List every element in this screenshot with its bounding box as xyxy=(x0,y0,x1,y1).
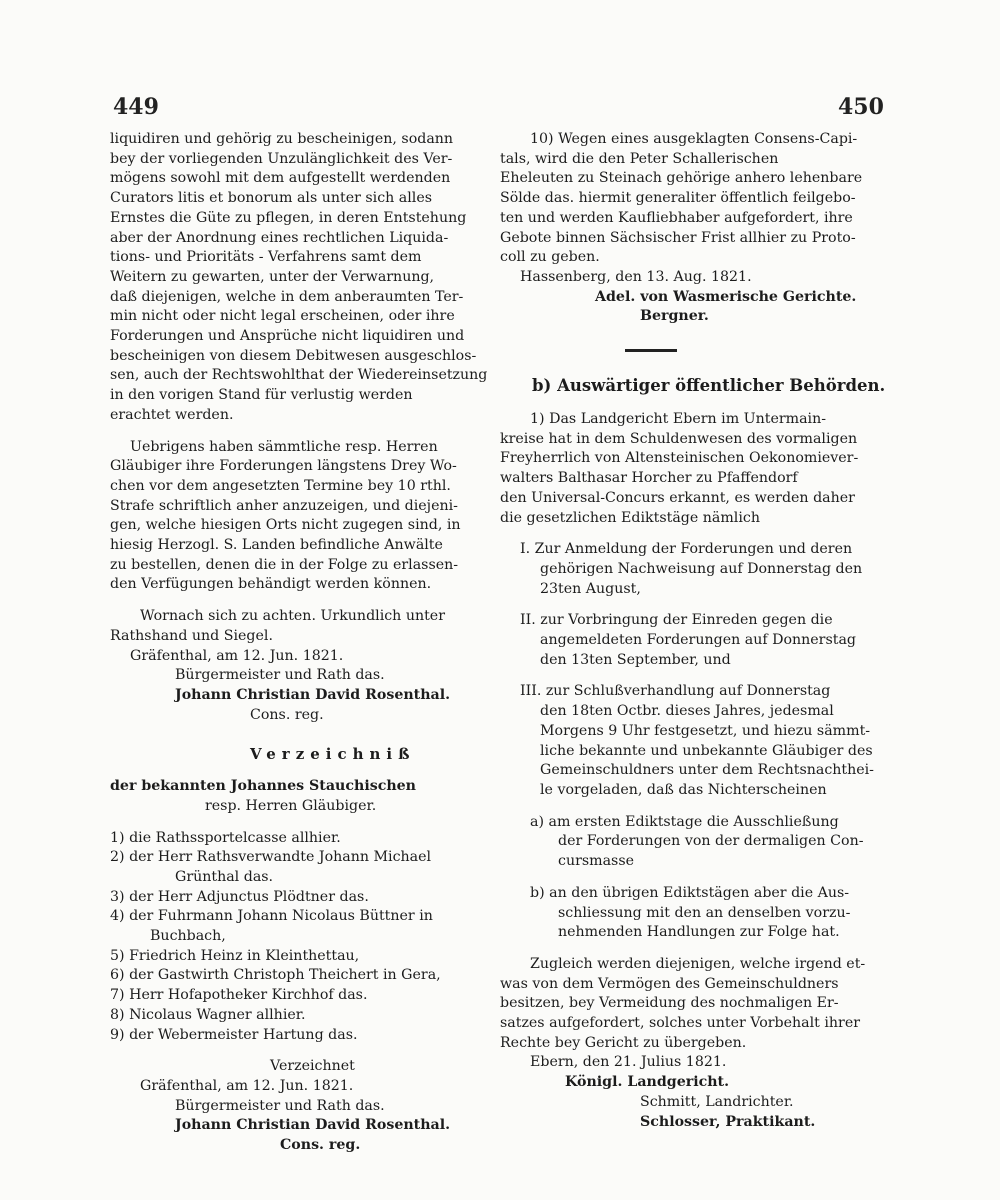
list-item: 3) der Herr Adjunctus Plödtner das. xyxy=(110,888,369,905)
text-line: daß diejenigen, welche in dem anberaumten Ter- xyxy=(110,288,464,305)
text-line: besitzen, bey Vermeidung des nochmaligen Er- xyxy=(500,995,839,1012)
signer-name: Bergner. xyxy=(640,308,709,325)
text-line: Rechte bey Gericht zu übergeben. xyxy=(500,1034,747,1051)
text-line: mögens sowohl mit dem aufgestellt werdenden xyxy=(110,170,451,187)
court-name: Adel. von Wasmerische Gerichte. xyxy=(595,288,857,305)
text-line: Uebrigens haben sämmtliche resp. Herren xyxy=(130,438,438,455)
text-line: tions- und Prioritäts - Verfahrens samt dem xyxy=(110,249,422,266)
edict-step-3 xyxy=(500,682,874,800)
creditor-list xyxy=(110,829,490,1046)
list-item: 6) der Gastwirth Christoph Theichert in Gera, xyxy=(110,967,441,984)
place-date: Gräfenthal, am 12. Jun. 1821. xyxy=(140,1077,354,1094)
text-line: Gebote binnen Sächsischer Frist allhier zu Proto- xyxy=(500,229,856,246)
list-item: 5) Friedrich Heinz in Kleinthettau, xyxy=(110,947,360,964)
text-line: I. Zur Anmeldung der Forderungen und deren xyxy=(520,541,853,558)
rathshand-line: Rathshand und Siegel. xyxy=(110,627,273,644)
list-item: 7) Herr Hofapotheker Kirchhof das. xyxy=(110,987,368,1004)
list-item: Buchbach, xyxy=(150,928,226,945)
text-line: Sölde das. hiermit generaliter öffentlich feilgebo- xyxy=(500,190,856,207)
text-line: in den vorigen Stand für verlustig werden xyxy=(110,387,413,404)
text-line: bescheinigen von diesem Debitwesen ausgeschlos- xyxy=(110,347,477,364)
text-line: angemeldeten Forderungen auf Donnerstag xyxy=(540,632,856,649)
text-line: 1) Das Landgericht Ebern im Untermain- xyxy=(530,411,827,428)
text-line: Freyherrlich von Altensteinischen Oekonomiever- xyxy=(500,450,859,467)
text-line: Gemeinschuldners unter dem Rechtsnachthei- xyxy=(540,762,874,779)
text-line: aber der Anordnung eines rechtlichen Liquida- xyxy=(110,229,449,246)
text-line: bey der vorliegenden Unzulänglichkeit des Ver- xyxy=(110,150,453,167)
text-line: III. zur Schlußverhandlung auf Donnerstag xyxy=(520,683,831,700)
text-line: Eheleuten zu Steinach gehörige anhero lehenbare xyxy=(500,170,863,187)
place-date: Gräfenthal, am 12. Jun. 1821. xyxy=(130,647,344,664)
text-line: den Verfügungen behändigt werden können. xyxy=(110,576,432,593)
left-column xyxy=(110,130,490,1156)
practitioner-name: Schlosser, Praktikant. xyxy=(640,1113,816,1130)
text-line: der Forderungen von der dermaligen Con- xyxy=(558,833,864,850)
text-line: Forderungen und Ansprüche nicht liquidiren und xyxy=(110,328,465,345)
text-line: liquidiren und gehörig zu bescheinigen, sodann xyxy=(110,131,454,147)
text-line: coll zu geben. xyxy=(500,249,600,266)
text-line: Zugleich werden diejenigen, welche irgend et- xyxy=(530,955,866,972)
sub-item-a xyxy=(500,813,870,872)
list-item: 4) der Fuhrmann Johann Nicolaus Büttner in xyxy=(110,908,433,925)
edict-step-1 xyxy=(500,540,870,599)
verzeichnet-line: Verzeichnet xyxy=(270,1058,355,1075)
text-line: 10) Wegen eines ausgeklagten Consens-Capi- xyxy=(530,131,858,147)
text-line: Weitern zu gewarten, unter der Verwarnung, xyxy=(110,268,435,285)
text-line: II. zur Vorbringung der Einreden gegen die xyxy=(520,612,833,629)
text-line: Strafe schriftlich anher anzuzeigen, und diejeni- xyxy=(110,497,458,514)
right-column xyxy=(500,130,886,1132)
text-line: hiesig Herzogl. S. Landen befindliche Anwälte xyxy=(110,537,443,554)
court-name: Königl. Landgericht. xyxy=(565,1074,730,1091)
text-line: a) am ersten Ediktstage die Ausschließung xyxy=(530,813,839,830)
text-line: satzes aufgefordert, solches unter Vorbehalt ihrer xyxy=(500,1015,860,1032)
page-number-left: 449 xyxy=(113,94,159,120)
text-line: cursmasse xyxy=(558,853,635,870)
place-date: Ebern, den 21. Julius 1821. xyxy=(530,1054,727,1071)
list-item: 9) der Webermeister Hartung das. xyxy=(110,1026,358,1043)
text-line: schliessung mit den an denselben vorzu- xyxy=(558,904,851,921)
text-line: tals, wird die den Peter Schallerischen xyxy=(500,150,779,167)
text-line: den Universal-Concurs erkannt, es werden daher xyxy=(500,489,855,506)
zugleich-paragraph xyxy=(500,955,870,1054)
list-item: 1) die Rathssportelcasse allhier. xyxy=(110,829,341,846)
wornach-line: Wornach sich zu achten. Urkundlich unter xyxy=(140,608,445,625)
text-line: 23ten August, xyxy=(540,580,641,597)
intro-paragraph xyxy=(110,130,490,426)
page-number-right: 450 xyxy=(838,94,884,120)
section-heading: b) Auswärtiger öffentlicher Behörden. xyxy=(532,376,886,396)
text-line: min nicht oder nicht legal erscheinen, oder ihre xyxy=(110,308,455,325)
text-line: liche bekannte und unbekannte Gläubiger des xyxy=(540,742,873,759)
edict-step-2 xyxy=(500,611,870,670)
text-line: Curators litis et bonorum als unter sich alles xyxy=(110,190,433,207)
list-item: Grünthal das. xyxy=(175,868,274,885)
text-line: zu bestellen, denen die in der Folge zu erlassen- xyxy=(110,556,459,573)
text-line: Ernstes die Güte zu pflegen, in deren Entstehung xyxy=(110,209,467,226)
text-line: ten und werden Kaufliebhaber aufgefordert, ihre xyxy=(500,209,853,226)
place-date: Hassenberg, den 13. Aug. 1821. xyxy=(520,268,752,285)
authority: Bürgermeister und Rath das. xyxy=(175,667,385,684)
text-line: walters Balthasar Horcher zu Pfaffendorf xyxy=(500,470,798,487)
text-line: was von dem Vermögen des Gemeinschuldners xyxy=(500,975,839,992)
judge-name: Schmitt, Landrichter. xyxy=(640,1093,794,1110)
authority: Bürgermeister und Rath das. xyxy=(175,1097,385,1114)
text-line: den 13ten September, und xyxy=(540,651,731,668)
list-title: Verzeichniß xyxy=(250,745,416,764)
text-line: b) an den übrigen Ediktstägen aber die Aus- xyxy=(530,884,850,901)
list-item: 2) der Herr Rathsverwandte Johann Michael xyxy=(110,849,432,866)
signer-name: Johann Christian David Rosenthal. xyxy=(175,1117,451,1134)
list-subtitle: resp. Herren Gläubiger. xyxy=(205,797,377,814)
signer-title: Cons. reg. xyxy=(280,1137,361,1154)
text-line: die gesetzlichen Ediktstäge nämlich xyxy=(500,509,760,526)
item-1-paragraph xyxy=(500,410,870,528)
sub-item-b xyxy=(500,884,870,943)
text-line: Gläubiger ihre Forderungen längstens Drey Wo- xyxy=(110,458,457,475)
text-line: nehmenden Handlungen zur Folge hat. xyxy=(558,924,840,941)
text-line: Morgens 9 Uhr festgesetzt, und hiezu sämmt- xyxy=(540,722,871,739)
item-10-paragraph xyxy=(500,130,870,268)
list-subtitle: der bekannten Johannes Stauchischen xyxy=(110,778,416,795)
text-line: den 18ten Octbr. dieses Jahres, jedesmal xyxy=(540,703,834,720)
text-line: chen vor dem angesetzten Termine bey 10 rthl. xyxy=(110,477,451,494)
text-line: gen, welche hiesigen Orts nicht zugegen sind, in xyxy=(110,517,461,534)
text-line: gehörigen Nachweisung auf Donnerstag den xyxy=(540,560,863,577)
section-divider xyxy=(625,349,677,352)
text-line: le vorgeladen, daß das Nichterscheinen xyxy=(540,781,827,798)
text-line: sen, auch der Rechtswohlthat der Wiedereinsetzung xyxy=(110,367,488,384)
list-item: 8) Nicolaus Wagner allhier. xyxy=(110,1006,306,1023)
text-line: kreise hat in dem Schuldenwesen des vormaligen xyxy=(500,430,858,447)
uebrigens-paragraph xyxy=(110,438,490,596)
text-line: erachtet werden. xyxy=(110,406,234,423)
signer-name: Johann Christian David Rosenthal. xyxy=(175,686,451,703)
signer-title: Cons. reg. xyxy=(250,706,324,723)
